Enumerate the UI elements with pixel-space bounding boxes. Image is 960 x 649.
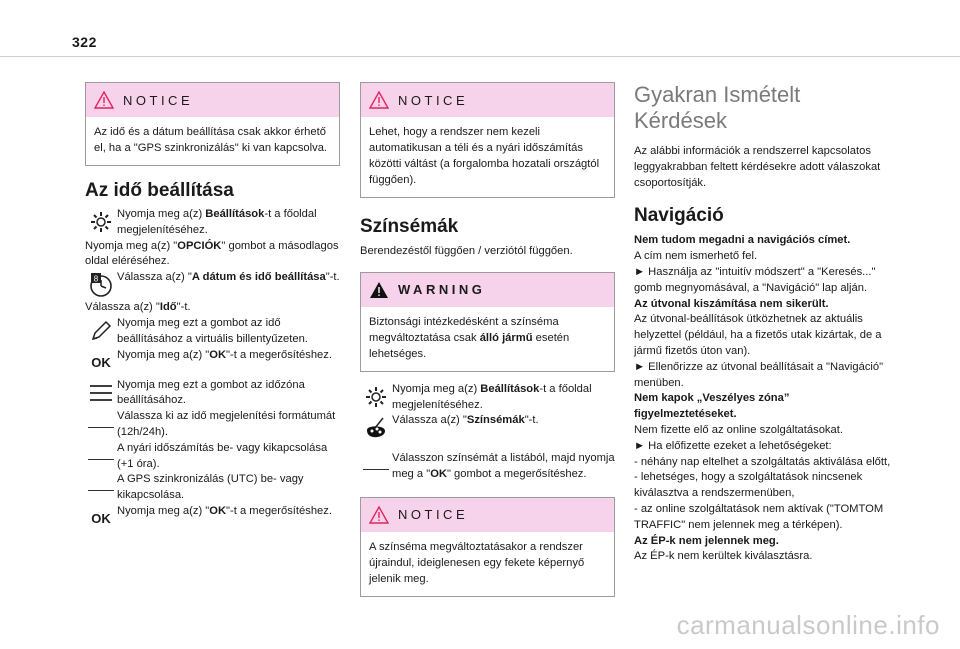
- warning-triangle-icon: [94, 91, 114, 109]
- menu-icon: [89, 383, 113, 403]
- faq-answer: Az útvonal-beállítások ütközhetnek az aktuális helyzettel (például, ha a fizetős utak kizártak, de a jármű fizetős úton van).: [634, 313, 882, 357]
- gear-icon: [90, 211, 112, 233]
- column-color-schemes: [360, 82, 615, 597]
- faq-answer: - lehetséges, hogy a szolgáltatások nincsenek kiválasztva a rendszermenüben,: [634, 471, 863, 500]
- clock-icon: [89, 272, 113, 298]
- ok-icon: OK: [91, 355, 111, 371]
- column-time-settings: [85, 82, 340, 534]
- step-text: Válassza a(z) "Idő"-t.: [85, 301, 191, 314]
- notice-text: Lehet, hogy a rendszer nem kezeli automatikusan a téli és a nyári időszámítás közötti váltást (a forgalomba hozatali országtól függően).: [369, 126, 600, 186]
- step-text: Nyomja meg a(z) "OK"-t a megerősítéshez.: [117, 348, 332, 361]
- faq-question: Nem tudom megadni a navigációs címet.: [634, 234, 851, 247]
- notice-box: [360, 82, 615, 198]
- notice-text: Az idő és a dátum beállítása csak akkor érhető el, ha a "GPS szinkronizálás" ki van kapcsolva.: [94, 126, 328, 154]
- faq-answer: Nem fizette elő az online szolgáltatásokat.: [634, 423, 843, 436]
- palette-icon: [364, 416, 388, 440]
- step-text: A GPS szinkronizálás (UTC) be- vagy kikapcsolása.: [117, 473, 304, 502]
- step-text: Nyomja meg a(z) Beállítások-t a főoldal megjelenítéséhez.: [117, 208, 317, 236]
- step-text: Nyomja meg a(z) "OPCIÓK" gombot a másodlagos oldal eléréséhez.: [85, 239, 339, 268]
- step-row: [85, 441, 340, 473]
- section-heading: Navigáció: [634, 205, 724, 227]
- step-row: [85, 316, 340, 348]
- step-text: Nyomja meg ezt a gombot az időzóna beállításához.: [117, 378, 305, 407]
- step-row: [360, 451, 615, 483]
- step-row: [85, 207, 340, 239]
- faq-answer: ► Ha előfizette ezeket a lehetőségeket:: [634, 439, 832, 452]
- warning-filled-icon: [369, 281, 389, 299]
- step-row: [85, 472, 340, 504]
- step-text: Nyomja meg a(z) "OK"-t a megerősítéshez.: [117, 504, 332, 517]
- step-text: A nyári időszámítás be- vagy kikapcsolása (+1 óra).: [117, 441, 328, 470]
- step-row: [85, 378, 340, 410]
- faq-answer: ► Használja az "intuitív módszert" a "Keresés..." gomb megnyomásával, a "Navigáció" lap alján.: [634, 265, 876, 294]
- warning-triangle-icon: [369, 506, 389, 524]
- step-text: Nyomja meg a(z) Beállítások-t a főoldal megjelenítéséhez.: [392, 382, 592, 411]
- notice-title: NOTICE: [398, 507, 469, 523]
- toggle-line-icon: [88, 459, 114, 460]
- step-text: Nyomja meg ezt a gombot az idő beállításához a virtuális billentyűzeten.: [117, 316, 308, 345]
- intro-text: Berendezéstől függően / verziótól függően.: [360, 245, 573, 257]
- step-text: Válassza ki az idő megjelenítési formátumát (12h/24h).: [117, 410, 336, 438]
- warning-title: WARNING: [398, 282, 486, 298]
- step-row: [85, 348, 340, 378]
- notice-title: NOTICE: [398, 92, 469, 108]
- step-text: Válassza a(z) "A dátum és idő beállítása"-t.: [117, 271, 340, 284]
- faq-answer: A cím nem ismerhető fel.: [634, 250, 758, 263]
- warning-box: [360, 272, 615, 372]
- notice-box: [360, 497, 615, 597]
- faq-question: Nem kapok „Veszélyes zóna” figyelmeztetéseket.: [634, 392, 790, 421]
- page-number: 322: [72, 34, 97, 50]
- step-text: Válassza a(z) "Színsémák"-t.: [392, 414, 539, 427]
- watermark: carmanualsonline.info: [676, 610, 940, 640]
- section-heading: Színsémák: [360, 216, 459, 237]
- step-row: [360, 413, 615, 443]
- faq-intro: Az alábbi információk a rendszerrel kapcsolatos leggyakrabban feltett kérdésekre adott válaszokat csoportosítják.: [634, 145, 881, 189]
- column-faq: [634, 82, 894, 565]
- pencil-icon: [90, 320, 112, 342]
- notice-title: NOTICE: [123, 92, 194, 108]
- toggle-line-icon: [88, 427, 114, 428]
- faq-answer: - az online szolgáltatások nem aktívak ("TOMTOM TRAFFIC" nem jelennek meg a térképen).: [634, 502, 884, 531]
- top-rule: [0, 56, 960, 57]
- faq-answer: Az ÉP-k nem kerültek kiválasztásra.: [634, 550, 813, 563]
- step-row: [360, 382, 615, 414]
- warning-text: Biztonsági intézkedésként a színséma megváltoztatása csak álló jármű esetén lehetséges.: [369, 315, 570, 360]
- notice-text: A színséma megváltoztatásakor a rendszer újraindul, ideiglenesen egy fekete képernyő jelenik meg.: [369, 540, 585, 585]
- step-row: [85, 270, 340, 300]
- section-heading: Az idő beállítása: [85, 180, 234, 201]
- notice-box: [85, 82, 340, 166]
- svg-text:8: 8: [93, 274, 99, 284]
- step-row: [85, 409, 340, 441]
- select-line-icon: [363, 469, 389, 470]
- faq-answer: - néhány nap eltelhet a szolgáltatás aktiválása előtt,: [634, 455, 891, 468]
- faq-answer: ► Ellenőrizze az útvonal beállításait a "Navigáció" menüben.: [634, 360, 884, 389]
- warning-triangle-icon: [369, 91, 389, 109]
- step-text: Válasszon színsémát a listából, majd nyomja meg a "OK" gombot a megerősítéshez.: [392, 452, 615, 481]
- faq-question: Az útvonal kiszámítása nem sikerült.: [634, 297, 829, 310]
- faq-question: Az ÉP-k nem jelennek meg.: [634, 534, 779, 547]
- ok-icon: OK: [91, 511, 111, 527]
- toggle-line-icon: [88, 490, 114, 491]
- gear-icon: [365, 386, 387, 408]
- step-row: [85, 504, 340, 534]
- faq-title: Gyakran Ismételt Kérdések: [634, 82, 801, 133]
